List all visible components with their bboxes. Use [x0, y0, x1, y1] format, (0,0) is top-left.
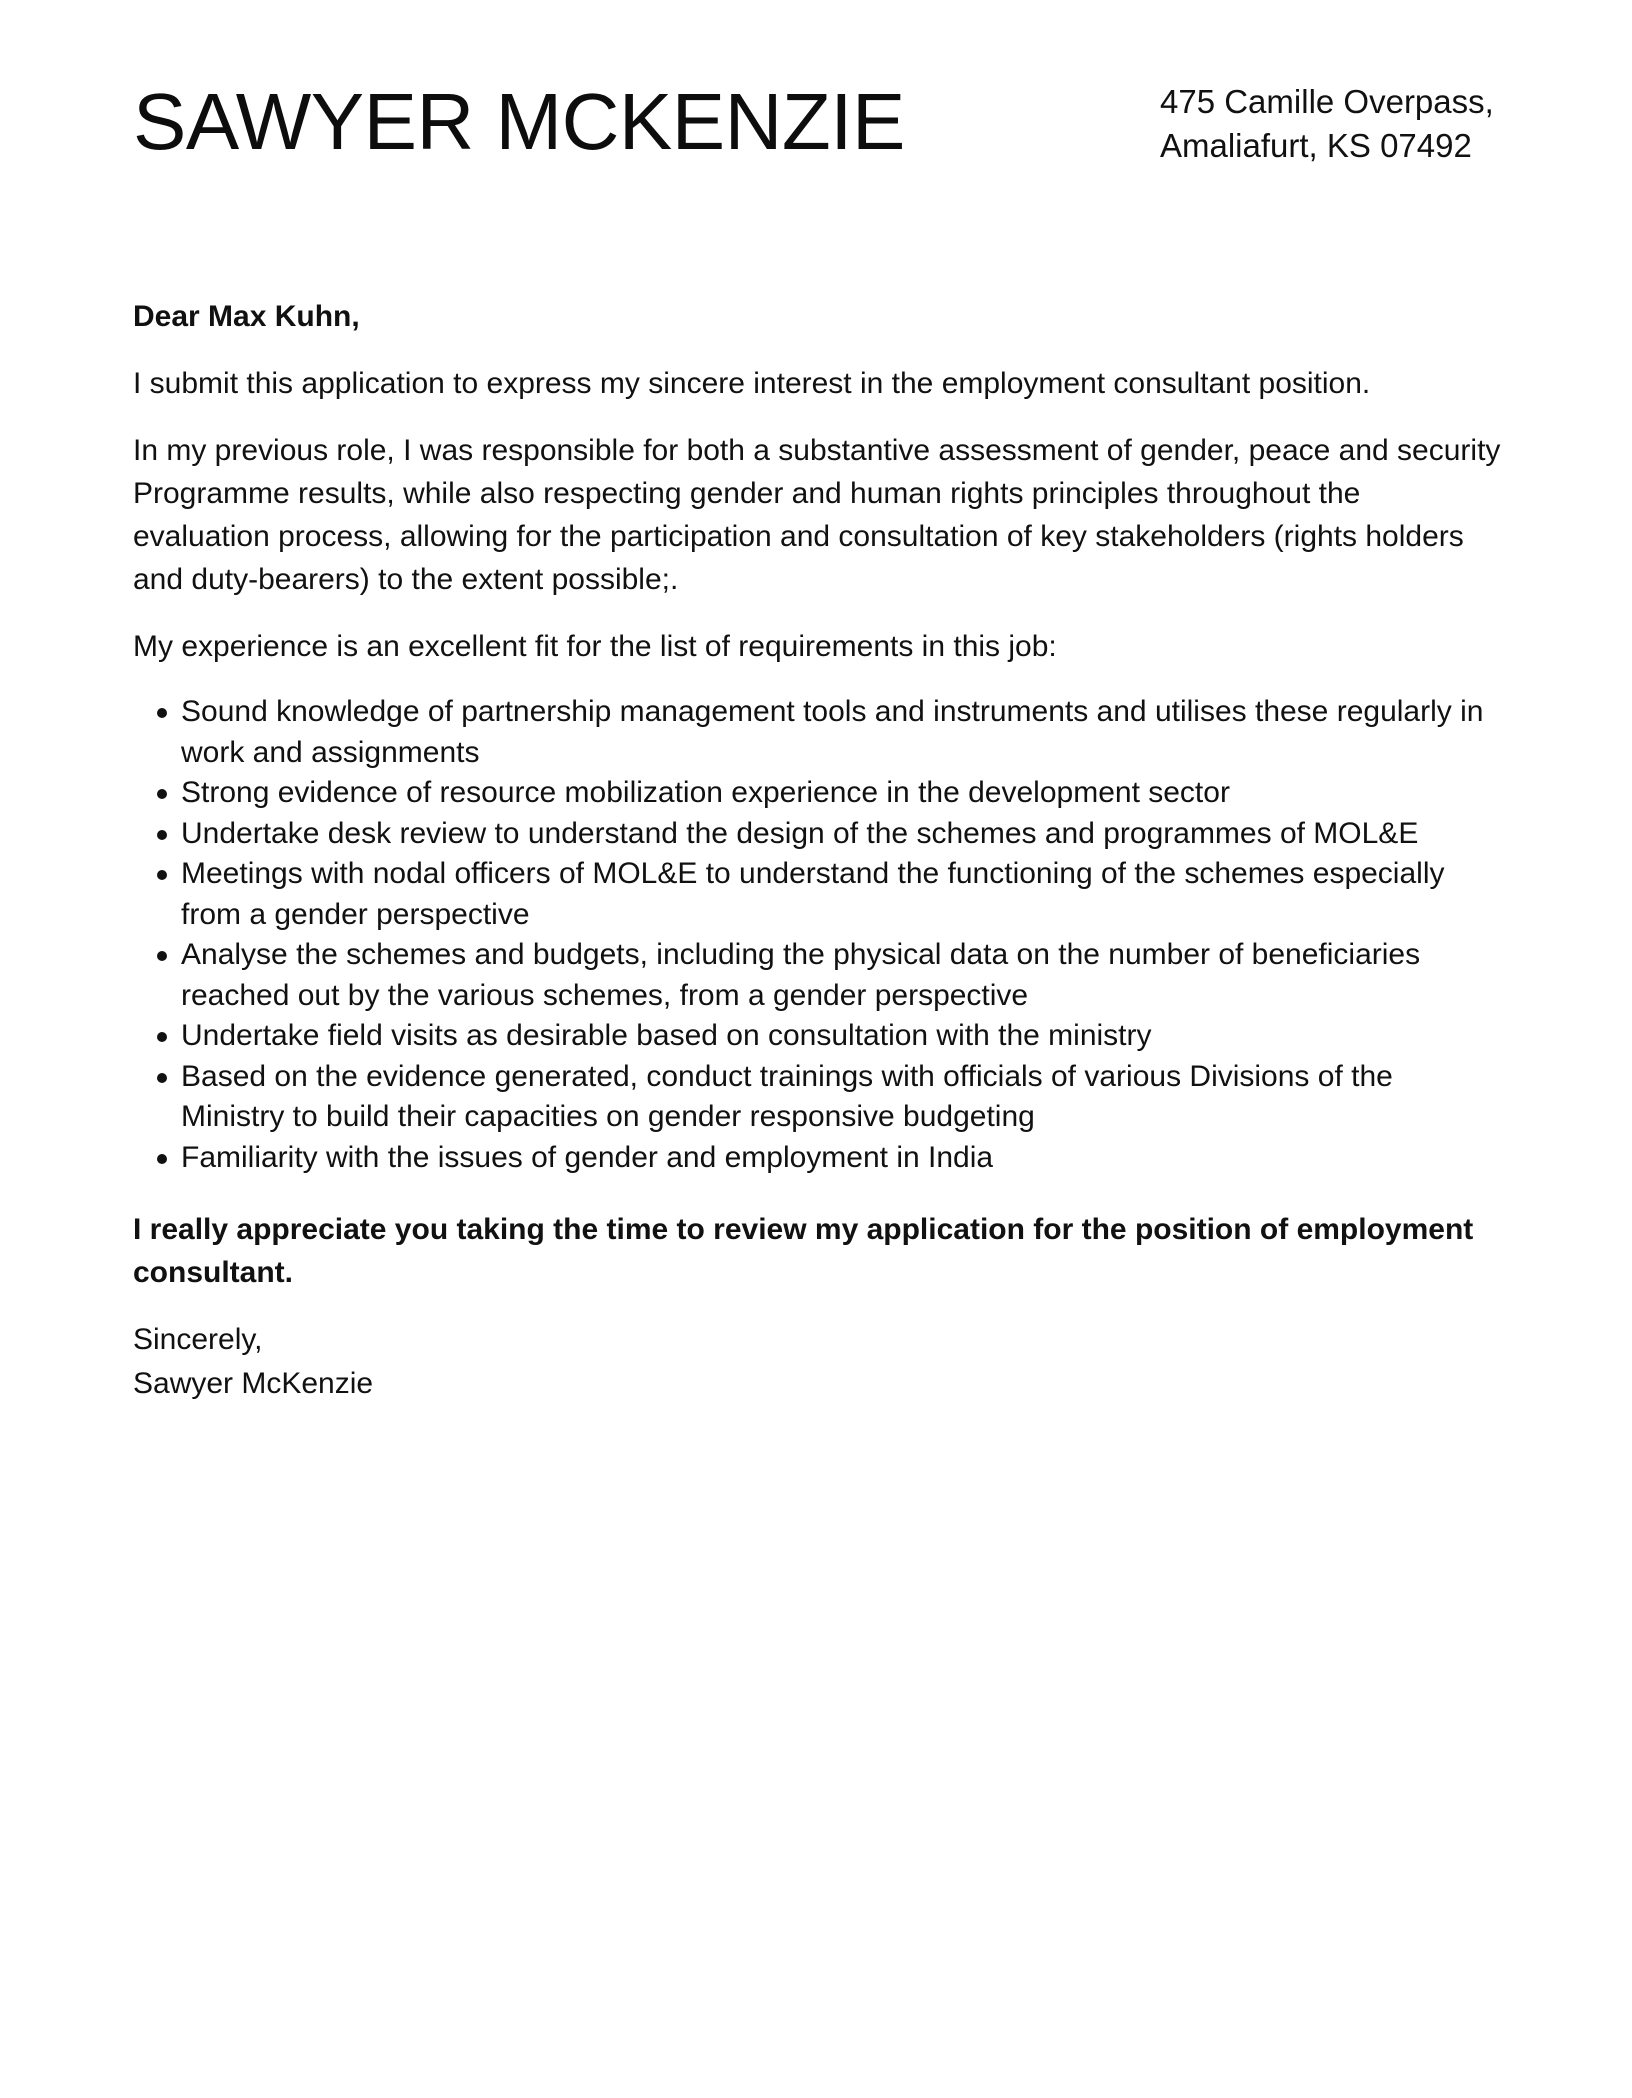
salutation: Dear Max Kuhn, [133, 300, 360, 333]
signature-block [133, 1318, 1503, 1406]
signature-name: Sawyer McKenzie [133, 1367, 374, 1400]
list-item: Undertake field visits as desirable based on consultation with the ministry [181, 1016, 1503, 1057]
list-item: Undertake desk review to understand the design of the schemes and programmes of MOL&E [181, 814, 1503, 855]
list-item: Strong evidence of resource mobilization experience in the development sector [181, 773, 1503, 814]
requirements-intro: My experience is an excellent fit for the list of requirements in this job: [133, 630, 1057, 663]
requirements-list [133, 692, 1503, 1178]
list-item: Analyse the schemes and budgets, including the physical data on the number of beneficiaries reached out by the various schemes, from a gender perspective [181, 935, 1503, 1016]
list-item: Meetings with nodal officers of MOL&E to understand the functioning of the schemes especially from a gender perspective [181, 854, 1503, 935]
letter-body [133, 296, 1503, 1406]
signoff-text: Sincerely, [133, 1323, 263, 1356]
list-item: Familiarity with the issues of gender and employment in India [181, 1138, 1503, 1179]
address-line-2: Amaliafurt, KS 07492 [1160, 127, 1472, 164]
experience-paragraph: In my previous role, I was responsible for both a substantive assessment of gender, peace and security Programme results, while also respecting gender and human rights principles throughout the evaluation process, allowing for the participation and consultation of key stakeholders (rights holders and duty-bearers) to the extent possible;. [133, 434, 1501, 596]
intro-paragraph: I submit this application to express my sincere interest in the employment consultant position. [133, 367, 1371, 400]
applicant-address [1160, 80, 1494, 168]
list-item: Sound knowledge of partnership management tools and instruments and utilises these regularly in work and assignments [181, 692, 1503, 773]
list-item: Based on the evidence generated, conduct trainings with officials of various Divisions of the Ministry to build their capacities on gender responsive budgeting [181, 1057, 1503, 1138]
address-line-1: 475 Camille Overpass, [1160, 83, 1494, 120]
closing-paragraph: I really appreciate you taking the time to review my application for the position of employment consultant. [133, 1213, 1474, 1289]
applicant-name: SAWYER MCKENZIE [133, 77, 905, 166]
